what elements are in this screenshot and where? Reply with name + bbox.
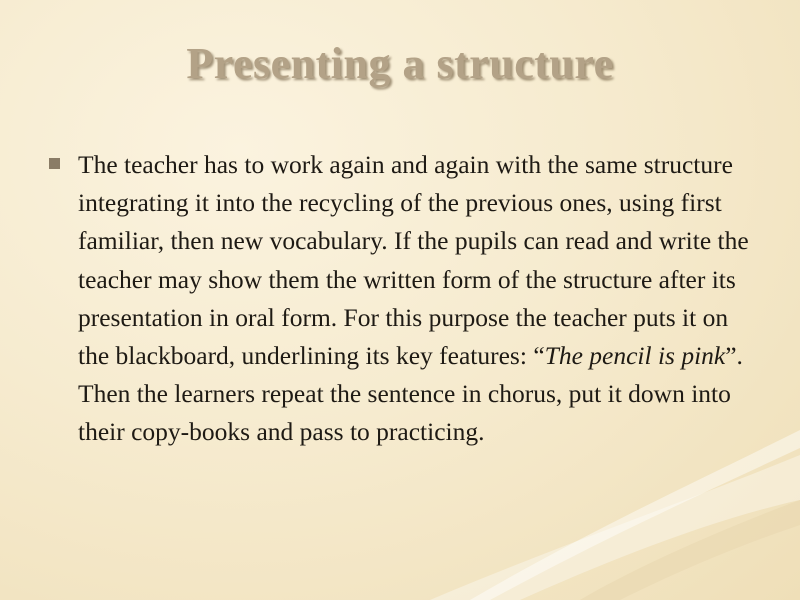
slide-title: Presenting a structure [186, 39, 614, 88]
bullet-item [46, 146, 756, 452]
bullet-text-before: The teacher has to work again and again with the same structure integrating it into the recycling of the previous ones, using first familiar, then new vocabulary. If the pupils can read and write the teacher may show them the written form of the structure after its presentation in oral form. For this purpose the teacher puts it on the blackboard, underlining its key features: “ [78, 150, 749, 371]
bullet-list [46, 146, 756, 452]
bullet-text-after: ”. Then the learners repeat the sentence in chorus, put it down into their copy-books and pass to practicing. [78, 341, 743, 447]
square-bullet-icon [49, 158, 60, 169]
example-sentence: The pencil is pink [544, 341, 726, 371]
